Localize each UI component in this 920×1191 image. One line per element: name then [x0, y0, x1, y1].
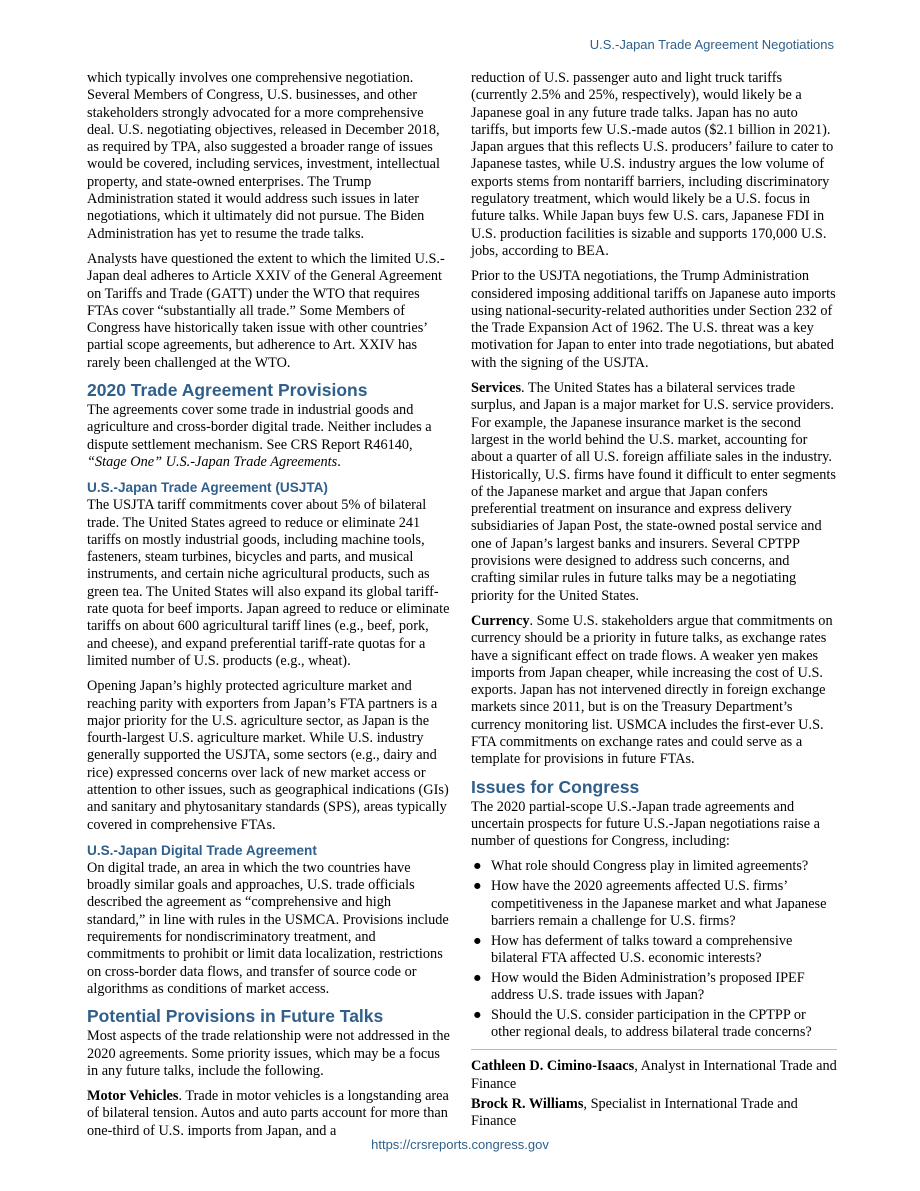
list-item — [471, 858, 837, 875]
list-item — [471, 970, 837, 1005]
paragraph: The USJTA tariff commitments cover about 5% of bilateral trade. The United States agreed to reduce or eliminate 241 tariffs on mostly industrial goods, including machine tools, fasteners, steam turbines, bicycles and parts, and musical instruments, and certain niche agricultural products, such as green tea. The United States will also expand its global tariff-rate quota for beef imports. Japan agreed to reduce or eliminate tariffs on about 600 agricultural tariff lines (e.g., beef, pork, and cheese), and expand preferential tariff-rate quotas for a limited number of U.S. products (e.g., wheat). — [87, 497, 450, 669]
paragraph — [87, 402, 452, 471]
run-in-heading: Services — [471, 380, 522, 397]
author-entry — [471, 1058, 837, 1093]
list-item-text: How have the 2020 agreements affected U.S. firms’ competitiveness in the Japanese market and what Japanese barriers remain a challenge for U.S. firms? — [491, 878, 827, 929]
paragraph-end: . — [337, 453, 341, 470]
paragraph: The 2020 partial-scope U.S.-Japan trade agreements and uncertain prospects for future U.S.-Japan negotiations raise a number of questions for Congress, including: — [471, 798, 820, 850]
section-heading-issues: Issues for Congress — [471, 776, 640, 797]
paragraph: Opening Japan’s highly protected agriculture market and reaching parity with exporters from Japan’s FTA partners is a major priority for the U.S. agriculture sector, as Japan is the fourth-largest U.S. agriculture market. While U.S. industry generally supported the USJTA, some sectors (e.g., dairy and rice) expressed concerns over lack of new market access or attention to other issues, such as geographical indications (GIs) and sanitary and phytosanitary standards (SPS), areas typically covered in comprehensive FTAs. — [87, 678, 449, 833]
list-item — [471, 933, 837, 968]
paragraph: which typically involves one comprehensive negotiation. Several Members of Congress, U.S. businesses, and other stakeholders strongly advocated for a more comprehensive deal. U.S. negotiating objectives, released in December 2018, as required by TPA, also suggested a broader range of issues would be covered, including services, investment, intellectual property, and state-owned enterprises. The Trump Administration stated it would address such issues in later negotiations, which it ultimately did not pursue. The Biden Administration has yet to resume the trade talks. — [87, 70, 440, 242]
bullet-icon: ● — [473, 1006, 482, 1023]
paragraph-text: . The United States has a bilateral services trade surplus, and Japan is a major market for U.S. service providers. For example, the Japanese insurance market is the second largest in the world behind the U.S. market, accounting for about a quarter of all U.S. foreign affiliate sales in the industry. Historically, U.S. firms have found it difficult to enter segments of the Japanese market and argue that Japan confers preferential treatment on insurance and express delivery subsidiaries of Japan Post, the state-owned postal service and one of Japan’s largest banks and insurers. Several CPTPP provisions were designed to address such concerns, and crafting similar rules in future talks may be a negotiating priority for the United States. — [471, 380, 836, 604]
section-heading-provisions: 2020 Trade Agreement Provisions — [87, 380, 368, 401]
author-entry — [471, 1096, 837, 1131]
author-name: Cathleen D. Cimino-Isaacs — [471, 1058, 635, 1075]
bullet-icon: ● — [473, 969, 482, 986]
author-role: , Specialist in International Trade and Finance — [471, 1096, 798, 1130]
bullet-icon: ● — [473, 878, 482, 895]
run-in-heading: Currency — [471, 612, 530, 629]
bullet-icon: ● — [473, 858, 482, 875]
section-heading-future-talks: Potential Provisions in Future Talks — [87, 1006, 384, 1027]
author-block — [471, 1049, 837, 1130]
paragraph: Analysts have questioned the extent to which the limited U.S.-Japan deal adheres to Article XXIV of the General Agreement on Tariffs and Trade (GATT) under the WTO that requires FTAs cover “substantially all trade.” Some Members of Congress have historically taken issue with other countries’ partial scope agreements, but adherence to Art. XXIV has rarely been challenged at the WTO. — [87, 250, 445, 371]
footer-url: https://crsreports.congress.gov — [371, 1137, 549, 1152]
running-header: U.S.-Japan Trade Agreement Negotiations — [589, 37, 834, 52]
author-name: Brock R. Williams — [471, 1096, 584, 1113]
right-column — [471, 70, 837, 1134]
subheading-digital-trade: U.S.-Japan Digital Trade Agreement — [87, 842, 317, 858]
question-list — [471, 858, 837, 1041]
subheading-usjta: U.S.-Japan Trade Agreement (USJTA) — [87, 480, 328, 496]
list-item-text: What role should Congress play in limited agreements? — [491, 858, 809, 875]
left-column — [87, 70, 452, 1148]
list-item — [471, 878, 837, 930]
report-title: “Stage One” U.S.-Japan Trade Agreements — [87, 453, 338, 470]
author-role: , Analyst in International Trade and Finance — [471, 1058, 837, 1092]
paragraph-text: The agreements cover some trade in industrial goods and agriculture and cross-border digital trade. Neither includes a dispute settlement mechanism. See CRS Report R46140, — [87, 402, 432, 453]
paragraph: Most aspects of the trade relationship were not addressed in the 2020 agreements. Some priority issues, which may be a focus in any future talks, include the following. — [87, 1028, 450, 1079]
run-in-heading: Motor Vehicles — [87, 1088, 179, 1105]
list-item — [471, 1007, 837, 1042]
paragraph: reduction of U.S. passenger auto and light truck tariffs (currently 2.5% and 25%, respectively), would likely be a Japanese goal in any future trade talks. Japan has no auto tariffs, but imports few U.S.-made autos ($2.1 billion in 2021). Japan argues that this reflects U.S. producers’ failure to cater to Japanese tastes, while U.S. industry argues the low volume of exports stems from nontariff barriers, including discriminatory regulatory treatment, which would likely be a U.S. focus in future talks. While Japan buys few U.S. cars, Japanese FDI in U.S. production facilities is sizable and supports 170,000 U.S. jobs, according to BEA. — [471, 70, 834, 259]
bullet-icon: ● — [473, 932, 482, 949]
list-item-text: How would the Biden Administration’s proposed IPEF address U.S. trade issues with Japan? — [491, 969, 805, 1004]
paragraph — [87, 1088, 452, 1140]
paragraph — [471, 613, 837, 769]
paragraph — [471, 380, 837, 605]
paragraph: On digital trade, an area in which the two countries have broadly similar goals and approaches, U.S. trade officials described the agreement as “comprehensive and high standard,” in line with rules in the USMCA. Provisions include requirements for nondiscriminatory treatment, and commitments to prohibit or limit data localization, restrictions on cross-border data flows, and transfer of source code or algorithms as conditions of market access. — [87, 859, 449, 997]
paragraph-text: . Trade in motor vehicles is a longstanding area of bilateral tension. Autos and auto parts account for more than one-third of U.S. imports from Japan, and a — [87, 1088, 449, 1139]
paragraph: Prior to the USJTA negotiations, the Trump Administration considered imposing additional tariffs on Japanese auto imports using national-security-related authorities under Section 232 of the Trade Expansion Act of 1962. The U.S. threat was a key motivation for Japan to enter into trade negotiations, but abated with the signing of the USJTA. — [471, 268, 836, 371]
paragraph-text: . Some U.S. stakeholders argue that commitments on currency should be a priority in future talks, as exchange rates have a significant effect on trade flows. A weaker yen makes imports from Japan cheaper, while increasing the cost of U.S. exports. Japan has not intervened directly in foreign exchange markets since 2011, but is on the Treasury Department’s currency monitoring list. USMCA includes the first-ever U.S. FTA commitments on exchange rates and could serve as a template for provisions in future FTAs. — [471, 612, 833, 768]
list-item-text: How has deferment of talks toward a comprehensive bilateral FTA affected U.S. economic interests? — [491, 932, 793, 966]
list-item-text: Should the U.S. consider participation in the CPTPP or other regional deals, to address bilateral trade concerns? — [491, 1006, 812, 1041]
